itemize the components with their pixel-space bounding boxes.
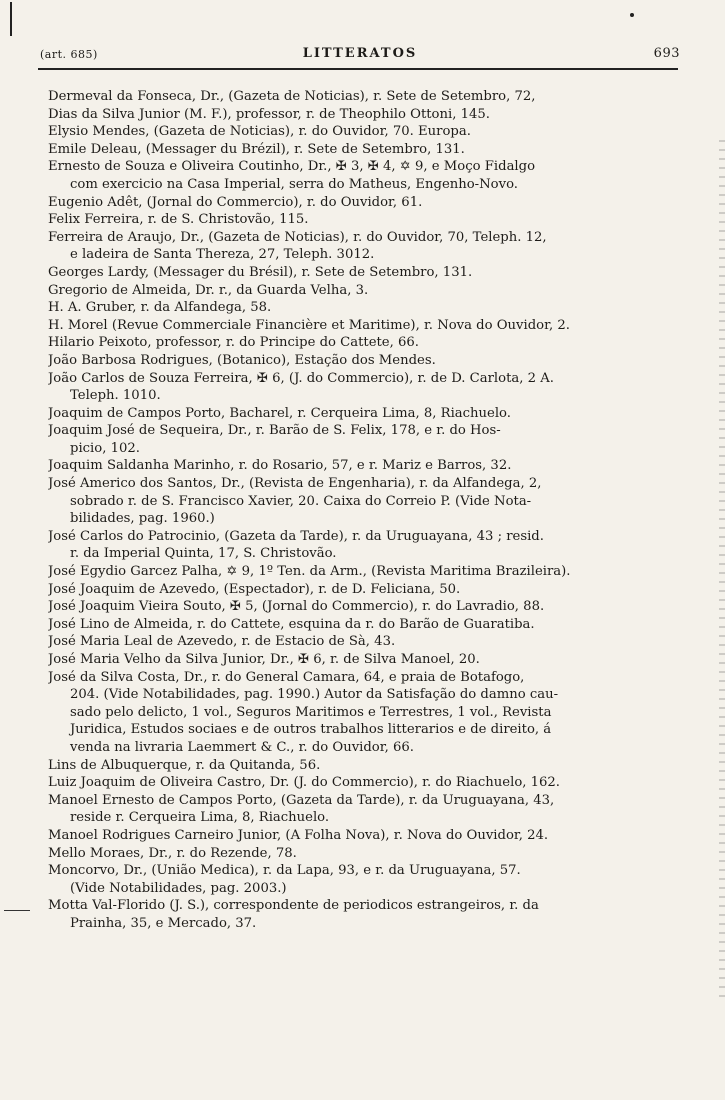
entry-name-line: H. Morel (Revue Commerciale Financière et Maritime), r. Nova do Ouvidor, 2.	[48, 317, 570, 333]
entry-name-line: Motta Val-Florido (J. S.), correspondente de periodicos estrangeiros, r. da	[48, 898, 539, 914]
directory-entry	[48, 334, 695, 352]
directory-entry	[48, 563, 695, 581]
directory-entry	[48, 88, 695, 106]
entry-name-line: José Americo dos Santos, Dr., (Revista de Engenharia), r. da Alfandega, 2,	[48, 476, 542, 492]
directory-entry	[48, 827, 695, 845]
directory-entry	[48, 141, 695, 159]
directory-entry	[48, 317, 695, 335]
entry-continuation-line: Prainha, 35, e Mercado, 37.	[70, 915, 257, 931]
entry-name-line: José da Silva Costa, Dr., r. do General Camara, 64, e praia de Botafogo,	[48, 669, 525, 685]
entry-name-line: José Joaquim de Azevedo, (Espectador), r. de D. Feliciana, 50.	[48, 581, 461, 597]
directory-entry	[48, 457, 695, 475]
entry-name-line: Manoel Rodrigues Carneiro Junior, (A Folha Nova), r. Nova do Ouvidor, 24.	[48, 827, 549, 843]
directory-entry	[48, 757, 695, 775]
directory-entry	[48, 422, 695, 457]
entry-name-line: Dermeval da Fonseca, Dr., (Gazeta de Noticias), r. Sete de Setembro, 72,	[48, 89, 536, 104]
entry-name-line: Manoel Ernesto de Campos Porto, (Gazeta da Tarde), r. da Uruguayana, 43,	[48, 792, 555, 808]
directory-entry	[48, 897, 695, 932]
entry-name-line: Mello Moraes, Dr., r. do Rezende, 78.	[48, 845, 297, 861]
section-title: LITTERATOS	[302, 46, 418, 61]
entry-continuation-line: picio, 102.	[70, 440, 140, 456]
entry-continuation-line: Juridica, Estudos sociaes e de outros trabalhos litterarios e de direito, á	[70, 722, 552, 738]
entry-name-line: Hilario Peixoto, professor, r. do Principe do Cattete, 66.	[48, 335, 419, 351]
entry-continuation-line: (Vide Notabilidades, pag. 2003.)	[70, 880, 287, 896]
ink-dot	[630, 13, 634, 17]
entry-continuation-line: venda na livraria Laemmert & C., r. do Ouvidor, 66.	[70, 739, 414, 755]
entry-name-line: Joaquim de Campos Porto, Bacharel, r. Cerqueira Lima, 8, Riachuelo.	[48, 405, 511, 421]
entry-name-line: Lins de Albuquerque, r. da Quitanda, 56.	[48, 757, 321, 773]
entry-name-line: Eugenio Adêt, (Jornal do Commercio), r. do Ouvidor, 61.	[48, 194, 423, 210]
entry-name-line: Joaquim Saldanha Marinho, r. do Rosario, 57, e r. Mariz e Barros, 32.	[48, 458, 512, 474]
entry-continuation-line: reside r. Cerqueira Lima, 8, Riachuelo.	[70, 810, 330, 826]
directory-entry	[48, 194, 695, 212]
page-number: 693	[653, 46, 680, 61]
directory-entry	[48, 651, 695, 669]
directory-entry	[48, 862, 695, 897]
directory-entry	[48, 123, 695, 141]
page-header	[40, 46, 680, 68]
margin-dash	[4, 910, 30, 911]
directory-entry	[48, 264, 695, 282]
entry-continuation-line: Teleph. 1010.	[70, 388, 161, 404]
directory-entry	[48, 211, 695, 229]
directory-entry	[48, 282, 695, 300]
entry-continuation-line: e ladeira de Santa Thereza, 27, Teleph. 3012.	[70, 247, 375, 263]
directory-entry	[48, 352, 695, 370]
directory-entry	[48, 792, 695, 827]
directory-entry	[48, 158, 695, 193]
entry-name-line: Felix Ferreira, r. de S. Christovão, 115.	[48, 212, 309, 228]
directory-entry	[48, 299, 695, 317]
entry-name-line: Luiz Joaquim de Oliveira Castro, Dr. (J. do Commercio), r. do Riachuelo, 162.	[48, 775, 561, 791]
directory-entry	[48, 598, 695, 616]
entry-continuation-line: sobrado r. de S. Francisco Xavier, 20. Caixa do Correio P. (Vide Nota-	[70, 493, 532, 509]
bleed-through	[719, 140, 725, 1000]
entry-name-line: H. A. Gruber, r. da Alfandega, 58.	[48, 300, 272, 316]
directory-entry	[48, 669, 695, 757]
directory-entry	[48, 581, 695, 599]
entry-continuation-line: 204. (Vide Notabilidades, pag. 1990.) Autor da Satisfação do damno cau-	[70, 687, 559, 703]
directory-entry	[48, 405, 695, 423]
entry-name-line: Gregorio de Almeida, Dr. r., da Guarda Velha, 3.	[48, 282, 369, 298]
entry-name-line: José Lino de Almeida, r. do Cattete, esquina da r. do Barão de Guaratiba.	[48, 616, 535, 632]
entry-name-line: José Maria Velho da Silva Junior, Dr., ✠ 6, r. de Silva Manoel, 20.	[48, 652, 480, 667]
entry-name-line: Ferreira de Araujo, Dr., (Gazeta de Noticias), r. do Ouvidor, 70, Teleph. 12,	[48, 229, 547, 245]
entry-name-line: José Egydio Garcez Palha, ✡ 9, 1º Ten. da Arm., (Revista Maritima Brazileira).	[48, 564, 571, 580]
entry-name-line: José Joaquim Vieira Souto, ✠ 5, (Jornal do Commercio), r. do Lavradio, 88.	[48, 599, 545, 615]
entry-name-line: Moncorvo, Dr., (União Medica), r. da Lapa, 93, e r. da Uruguayana, 57.	[48, 863, 521, 879]
entry-name-line: Ernesto de Souza e Oliveira Coutinho, Dr., ✠ 3, ✠ 4, ✡ 9, e Moço Fidalgo	[48, 159, 536, 175]
directory-entry	[48, 528, 695, 563]
margin-mark	[10, 2, 12, 36]
directory-entry	[48, 370, 695, 405]
entry-name-line: José Maria Leal de Azevedo, r. de Estacio de Sà, 43.	[48, 634, 396, 650]
directory-entry	[48, 633, 695, 651]
entry-continuation-line: com exercicio na Casa Imperial, serra do Matheus, Engenho-Novo.	[70, 176, 518, 192]
directory-entry	[48, 106, 695, 124]
entry-name-line: Emile Deleau, (Messager du Brézil), r. Sete de Setembro, 131.	[48, 141, 465, 157]
article-reference: (art. 685)	[40, 48, 98, 61]
entry-continuation-line: r. da Imperial Quinta, 17, S. Christovão.	[70, 546, 337, 562]
entry-name-line: João Barbosa Rodrigues, (Botanico), Estação dos Mendes.	[48, 352, 436, 368]
entry-name-line: Dias da Silva Junior (M. F.), professor, r. de Theophilo Ottoni, 145.	[48, 106, 490, 122]
directory-entry	[48, 475, 695, 528]
entry-name-line: Joaquim José de Sequeira, Dr., r. Barão de S. Felix, 178, e r. do Hos-	[48, 423, 501, 439]
entry-name-line: Georges Lardy, (Messager du Brésil), r. Sete de Setembro, 131.	[48, 264, 473, 280]
directory-entry	[48, 616, 695, 634]
entry-name-line: José Carlos do Patrocinio, (Gazeta da Tarde), r. da Uruguayana, 43 ; resid.	[48, 528, 544, 544]
directory-entry	[48, 845, 695, 863]
entry-list	[0, 88, 725, 933]
entry-name-line: João Carlos de Souza Ferreira, ✠ 6, (J. do Commercio), r. de D. Carlota, 2 A.	[48, 370, 554, 386]
entry-continuation-line: sado pelo delicto, 1 vol., Seguros Maritimos e Terrestres, 1 vol., Revista	[70, 704, 552, 720]
entry-continuation-line: bilidades, pag. 1960.)	[70, 511, 215, 527]
directory-entry	[48, 229, 695, 264]
header-rule	[38, 68, 678, 70]
entry-name-line: Elysio Mendes, (Gazeta de Noticias), r. do Ouvidor, 70. Europa.	[48, 124, 471, 140]
directory-entry	[48, 774, 695, 792]
